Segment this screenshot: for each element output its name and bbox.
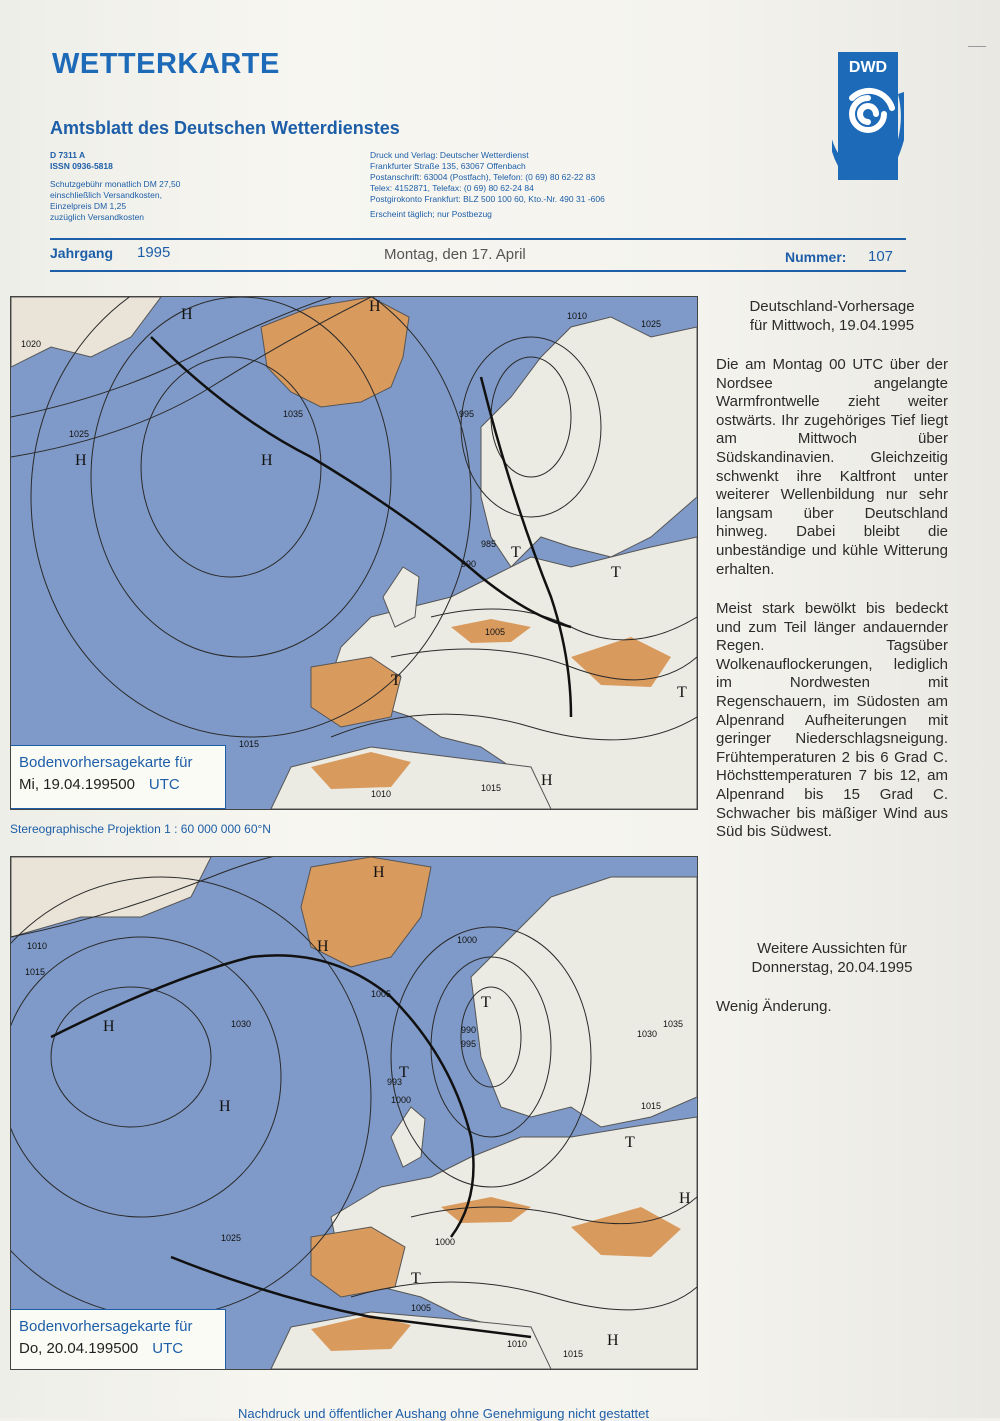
- isobar-label: 1005: [485, 627, 506, 637]
- edge-mark: [968, 46, 986, 47]
- isobar-label: 995: [459, 409, 475, 419]
- forecast-heading-line1: Deutschland-Vorhersage: [749, 298, 915, 315]
- pressure-center-label: T: [399, 1064, 409, 1081]
- publication-code: D 7311 A: [50, 150, 86, 160]
- pressure-center-label: H: [373, 864, 385, 881]
- landmass-scandinavia: [471, 877, 697, 1127]
- isobar-label: 1010: [567, 311, 588, 321]
- pressure-center-label: H: [679, 1190, 691, 1207]
- isobar-label: 1035: [283, 409, 304, 419]
- jahrgang-label: Jahrgang: [50, 245, 114, 261]
- isobar-label: 993: [387, 1077, 403, 1087]
- forecast-paragraph-2: Meist stark bewölkt bis bedeckt und zum Teil länger andauernder Regen. Tagsüber Wolkenauflockerungen, lediglich im Nordwesten mit Regenschauern, im Südosten am Alpenrand Aufheiterungen mit geringer Niederschlagsneigung. Frühtemperaturen 2 bis 6 Grad C. Höchsttemperaturen 7 bis 12, am Alpenrand bis 15 Grad C. Schwacher bis mäßiger Wind aus Süd bis Südwest.: [716, 600, 948, 841]
- fee-line: einschließlich Versandkosten,: [50, 190, 162, 200]
- pressure-center-label: T: [481, 994, 491, 1011]
- isobar-label: 1010: [27, 941, 48, 951]
- map2-caption-date: Do, 20.04.199500: [19, 1340, 139, 1357]
- publisher-line: Frankfurter Straße 135, 63067 Offenbach: [370, 161, 526, 171]
- weather-map-wednesday: [10, 296, 698, 810]
- outlook-heading: [716, 940, 948, 977]
- map2-caption: [11, 1309, 226, 1370]
- pressure-center-label: H: [607, 1332, 619, 1349]
- isobar-label: 1030: [637, 1029, 658, 1039]
- publisher-line: Telex: 4152871, Telefax: (0 69) 80 62-24 84: [370, 183, 534, 193]
- jahrgang-value: 1995: [137, 244, 171, 261]
- issue-date: Montag, den 17. April: [384, 246, 526, 263]
- pressure-center-label: H: [219, 1098, 231, 1115]
- isobar-label: 1000: [435, 1237, 456, 1247]
- fee-line: Schutzgebühr monatlich DM 27,50: [50, 179, 181, 189]
- isobar-label: 985: [481, 539, 497, 549]
- publisher-line: Druck und Verlag: Deutscher Wetterdienst: [370, 150, 529, 160]
- pressure-center-label: T: [677, 684, 687, 701]
- footer-note: Nachdruck und öffentlicher Aushang ohne Genehmigung nicht gestattet: [238, 1406, 649, 1421]
- landmass-greenland: [261, 297, 409, 407]
- pressure-center-label: T: [611, 564, 621, 581]
- publisher-line: Postanschrift: 63004 (Postfach), Telefon: (0 69) 80 62-22 83: [370, 172, 596, 182]
- pressure-center-label: T: [411, 1270, 421, 1287]
- nummer-value: 107: [868, 248, 894, 265]
- map2-caption-title: Bodenvorhersagekarte für: [19, 1318, 193, 1335]
- isobar-label: 1015: [25, 967, 46, 977]
- weather-map-thursday: [10, 856, 698, 1370]
- isobar-label: 1025: [69, 429, 90, 439]
- isobar-label: 1025: [221, 1233, 242, 1243]
- projection-note: Stereographische Projektion 1 : 60 000 000 60°N: [10, 822, 271, 836]
- landmass-iberia: [311, 657, 401, 727]
- pressure-center-label: T: [625, 1134, 635, 1151]
- issn: ISSN 0936-5818: [50, 161, 113, 171]
- pressure-center-label: H: [75, 452, 87, 469]
- header-rule-bottom: [50, 270, 906, 272]
- landmass-north-america: [11, 857, 211, 937]
- isobar-label: 1010: [371, 789, 392, 799]
- isobar-label: 990: [461, 1025, 477, 1035]
- map-graphic: [11, 297, 697, 809]
- page-title: WETTERKARTE: [52, 48, 280, 80]
- map1-caption: [11, 745, 226, 809]
- logo-text: DWD: [848, 59, 888, 76]
- pressure-center-label: H: [261, 452, 273, 469]
- dwd-logo: [832, 52, 904, 180]
- fee-line: Einzelpreis DM 1,25: [50, 201, 127, 211]
- isobar-label: 1020: [21, 339, 42, 349]
- pressure-center-label: T: [391, 672, 401, 689]
- isobar-label: 1025: [641, 319, 662, 329]
- isobar-label: 1015: [563, 1349, 584, 1359]
- isobar-label: 1000: [391, 1095, 412, 1105]
- isobar-label: 990: [461, 559, 477, 569]
- pressure-center-label: H: [181, 306, 193, 323]
- isobar-label: 1030: [231, 1019, 252, 1029]
- landmass-britain: [391, 1107, 425, 1167]
- landmass-scandinavia: [481, 317, 697, 567]
- pressure-center-label: H: [541, 772, 553, 789]
- isobar-label: 1015: [641, 1101, 662, 1111]
- publisher-info: [370, 150, 605, 220]
- map-graphic: [11, 857, 697, 1369]
- nummer-label: Nummer:: [785, 249, 847, 265]
- isobar-label: 1015: [481, 783, 502, 793]
- isobar-label: 1015: [239, 739, 260, 749]
- isobar-label: 1035: [663, 1019, 684, 1029]
- fee-line: zuzüglich Versandkosten: [50, 212, 145, 222]
- map1-caption-date: Mi, 19.04.199500: [19, 776, 135, 793]
- outlook-heading-line1: Weitere Aussichten für: [757, 940, 907, 957]
- map1-caption-title: Bodenvorhersagekarte für: [19, 754, 193, 771]
- forecast-heading: [716, 298, 948, 335]
- publication-info: [50, 150, 180, 223]
- outlook-text: Wenig Änderung.: [716, 998, 832, 1015]
- forecast-heading-line2: für Mittwoch, 19.04.1995: [749, 316, 915, 334]
- isobar-label: 1005: [411, 1303, 432, 1313]
- forecast-paragraph-1: Die am Montag 00 UTC über der Nordsee angelangte Warmfrontwelle zieht weiter ostwärts. Ihr zugehöriges Tief liegt am Mittwoch über Südskandinavien. Gleichzeitig schwenkt ihre Kaltfront unter weiterer Wellenbildung nur sehr langsam über Deutschland hinweg. Dabei bleibt die unbeständige und kühle Witterung erhalten.: [716, 356, 948, 578]
- pressure-center-label: T: [511, 544, 521, 561]
- outlook-heading-line2: Donnerstag, 20.04.1995: [751, 958, 913, 976]
- header-rule-top: [50, 238, 906, 240]
- isobar-label: 1010: [507, 1339, 528, 1349]
- isobar-label: 1005: [371, 989, 392, 999]
- pressure-center-label: H: [103, 1018, 115, 1035]
- frequency-line: Erscheint täglich; nur Postbezug: [370, 209, 492, 219]
- isobar-label: 995: [461, 1039, 477, 1049]
- publisher-line: Postgirokonto Frankfurt: BLZ 500 100 60, Kto.-Nr. 490 31 -606: [370, 194, 605, 204]
- page-subtitle: Amtsblatt des Deutschen Wetterdienstes: [50, 118, 400, 138]
- map2-caption-utc: UTC: [152, 1340, 184, 1357]
- map1-caption-utc: UTC: [148, 776, 180, 793]
- pressure-center-label: H: [369, 298, 381, 315]
- isobar-label: 1000: [457, 935, 478, 945]
- pressure-center-label: H: [317, 938, 329, 955]
- landmass-north-america: [11, 297, 161, 367]
